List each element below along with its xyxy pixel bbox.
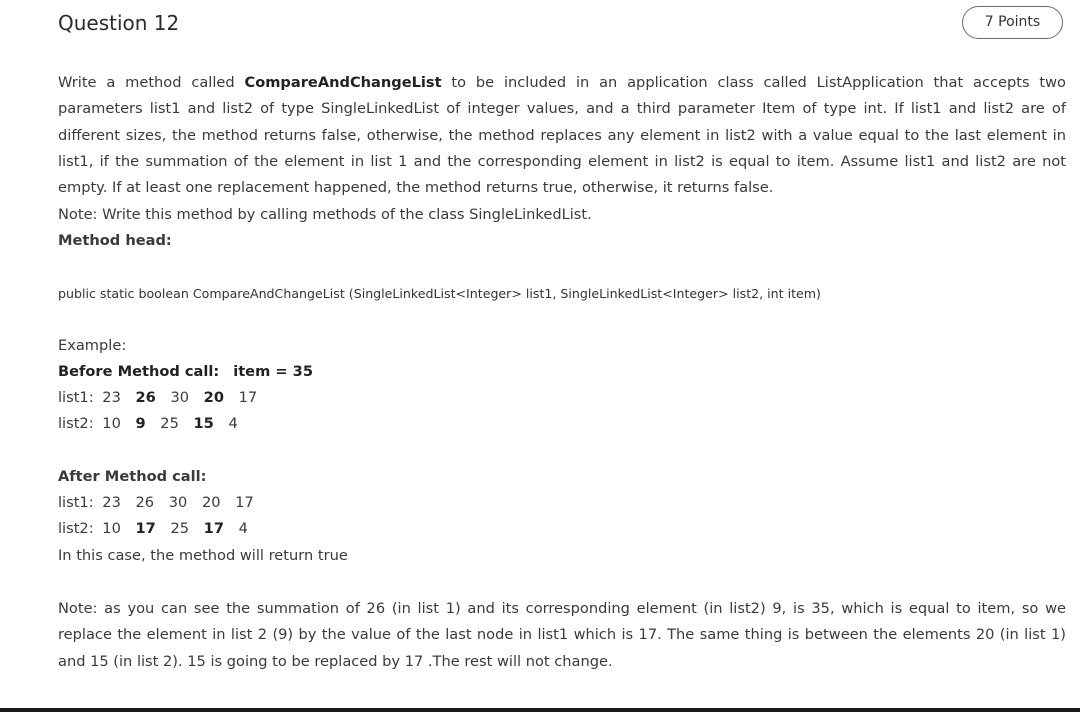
list-value: 10 [102,415,121,432]
points-badge: 7 Points [962,6,1063,39]
list-value-highlighted: 26 [135,389,156,406]
list-value: 20 [201,494,221,511]
list-value-highlighted: 9 [135,415,146,432]
list-value: 23 [102,494,121,511]
list-value: 17 [238,389,258,406]
description-text-2: to be included in an application class called ListApplication that accepts two parameters list1 and list2 of type SingleLinkedList of integer values, and a third parameter Item of type int. If list1 and list2 are of different sizes, the method returns false, otherwise, the method replaces any element in list2 with a value equal to the last element in list1, if the summation of the element in list 1 and the corresponding element in list2 is equal to item. Assume list1 and list2 are not empty. If at least one replacement happened, the method returns true, otherwise, it returns false. [58,74,1066,197]
list-value: 25 [160,415,179,432]
result-text: In this case, the method will return true [58,547,348,564]
list-value: 17 [235,494,254,511]
method-name: CompareAndChangeList [244,74,442,91]
before-list2-row [58,411,248,437]
list-value: 30 [168,494,188,511]
after-list1-row [58,490,264,516]
method-head-label: Method head: [58,232,172,249]
list-value-highlighted: 20 [203,389,224,406]
list-value: 4 [228,415,238,432]
question-title: Question 12 [58,11,180,35]
list-value-highlighted: 15 [193,415,214,432]
bottom-divider [0,708,1080,712]
list-value: 30 [170,389,190,406]
list-value-highlighted: 17 [135,520,156,537]
method-signature: public static boolean CompareAndChangeList (SingleLinkedList<Integer> list1, SingleLinkedList<Integer> list2, int item) [58,286,821,301]
list-value: 10 [102,520,121,537]
before-call-label: Before Method call: [58,363,220,380]
explanation-note: Note: as you can see the summation of 26 (in list 1) and its corresponding element (in list2) 9, is 35, which is equal to item, so we replace the element in list 2 (9) by the value of the last node in list1 which is 17. The same thing is between the elements 20 (in list 1) and 15 (in list 2). 15 is going to be replaced by 17 .The rest will not change. [58,600,1066,670]
list-label: list1: [58,389,94,406]
example-label: Example: [58,337,127,354]
list-label: list2: [58,520,94,537]
question-description [58,70,1066,201]
item-value: item = 35 [233,363,313,380]
before-call-line [58,359,313,385]
list-label: list2: [58,415,94,432]
after-list2-row [58,516,258,542]
description-text-1: Write a method called [58,74,245,91]
after-call-label: After Method call: [58,468,207,485]
list-value: 23 [102,389,121,406]
note-calling-methods: Note: Write this method by calling methods of the class SingleLinkedList. [58,206,592,223]
before-list1-row [58,385,267,411]
list-label: list1: [58,494,94,511]
list-value: 25 [170,520,190,537]
list-value-highlighted: 17 [203,520,224,537]
list-value: 26 [135,494,155,511]
list-value: 4 [238,520,248,537]
